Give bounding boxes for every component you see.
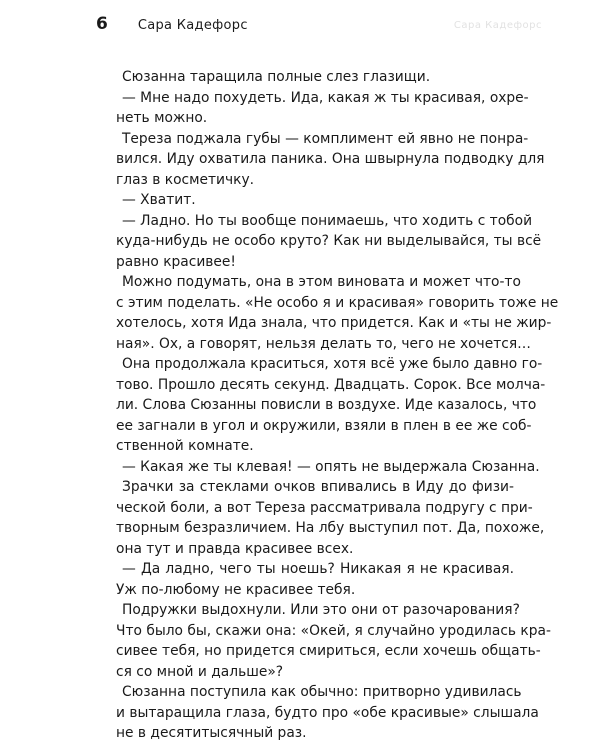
- text-line: ственной комнате.: [116, 438, 254, 454]
- text-line: ная». Ох, а говорят, нельзя делать то, чего не хочется…: [116, 335, 531, 352]
- text-line: — Мне надо похудеть. Ида, какая ж ты красивая, охре-: [122, 89, 529, 106]
- text-line: ся со мной и дальше»?: [116, 663, 284, 680]
- show-through-text: Сара Кадефорс: [453, 20, 542, 31]
- body-text: [116, 67, 559, 744]
- text-line: неть можно.: [116, 110, 208, 126]
- running-head-author: Сара Кадефорс: [137, 18, 248, 33]
- page-header: [96, 14, 248, 36]
- paragraph: [116, 682, 539, 744]
- paragraph: [116, 129, 545, 191]
- text-line: Можно подумать, она в этом виновата и может что-то: [122, 274, 521, 290]
- text-line: ческой боли, а вот Тереза рассматривала подругу с при-: [116, 499, 533, 516]
- paragraph: [116, 457, 540, 478]
- text-line: творным безразличием. На лбу выступил пот. Да, похоже,: [116, 520, 545, 536]
- text-line: Сюзанна таращила полные слез глазищи.: [122, 69, 431, 85]
- text-line: и вытаращила глаза, будто про «обе красивые» слышала: [116, 704, 539, 721]
- page-number: 6: [96, 14, 108, 34]
- text-line: Что было бы, скажи она: «Окей, я случайно уродилась кра-: [116, 622, 551, 639]
- text-line: — Хватит.: [122, 192, 196, 208]
- text-line: равно красивее!: [116, 253, 236, 270]
- paragraph: [116, 559, 514, 600]
- text-line: не в десятитысячный раз.: [116, 725, 307, 741]
- text-line: ее загнали в угол и окружили, взяли в плен в ее же соб-: [116, 417, 532, 434]
- paragraph: [116, 211, 542, 273]
- text-line: хотелось, хотя Ида знала, что придется. Как и «ты не жир-: [116, 315, 552, 331]
- text-line: Уж по-любому не красивее тебя.: [116, 581, 356, 598]
- text-line: Подружки выдохнули. Или это они от разочарования?: [122, 602, 520, 618]
- paragraph: [116, 477, 545, 559]
- text-line: вился. Иду охватила паника. Она швырнула подводку для: [116, 151, 545, 167]
- text-line: Сюзанна поступила как обычно: притворно удивилась: [122, 684, 522, 700]
- paragraph: [116, 190, 514, 211]
- text-line: — Какая же ты клевая! — опять не выдержала Сюзанна.: [122, 458, 540, 475]
- paragraph: [116, 354, 546, 457]
- text-line: — Да ладно, чего ты ноешь? Никакая я не красивая.: [122, 561, 514, 577]
- paragraph: [116, 88, 529, 129]
- text-line: тово. Прошло десять секунд. Двадцать. Сорок. Все молча-: [116, 376, 546, 393]
- text-line: Зрачки за стеклами очков впивались в Иду до физи-: [122, 479, 514, 495]
- paragraph: [116, 600, 551, 682]
- text-line: сивее тебя, но придется смириться, если хочешь общать-: [116, 643, 541, 659]
- text-line: куда-нибудь не особо круто? Как ни выделывайся, ты всё: [116, 233, 542, 249]
- text-line: с этим поделать. «Не особо я и красивая» говорить тоже не: [116, 294, 559, 311]
- paragraph: [116, 67, 514, 88]
- text-line: ли. Слова Сюзанны повисли в воздухе. Иде казалось, что: [116, 397, 537, 413]
- text-line: Она продолжала краситься, хотя всё уже было давно го-: [122, 356, 543, 372]
- text-line: глаз в косметичку.: [116, 171, 255, 188]
- text-line: — Ладно. Но ты вообще понимаешь, что ходить с тобой: [122, 212, 533, 229]
- paragraph: [116, 272, 559, 354]
- text-line: Тереза поджала губы — комплимент ей явно не понра-: [122, 130, 529, 147]
- text-line: она тут и правда красивее всех.: [116, 540, 354, 557]
